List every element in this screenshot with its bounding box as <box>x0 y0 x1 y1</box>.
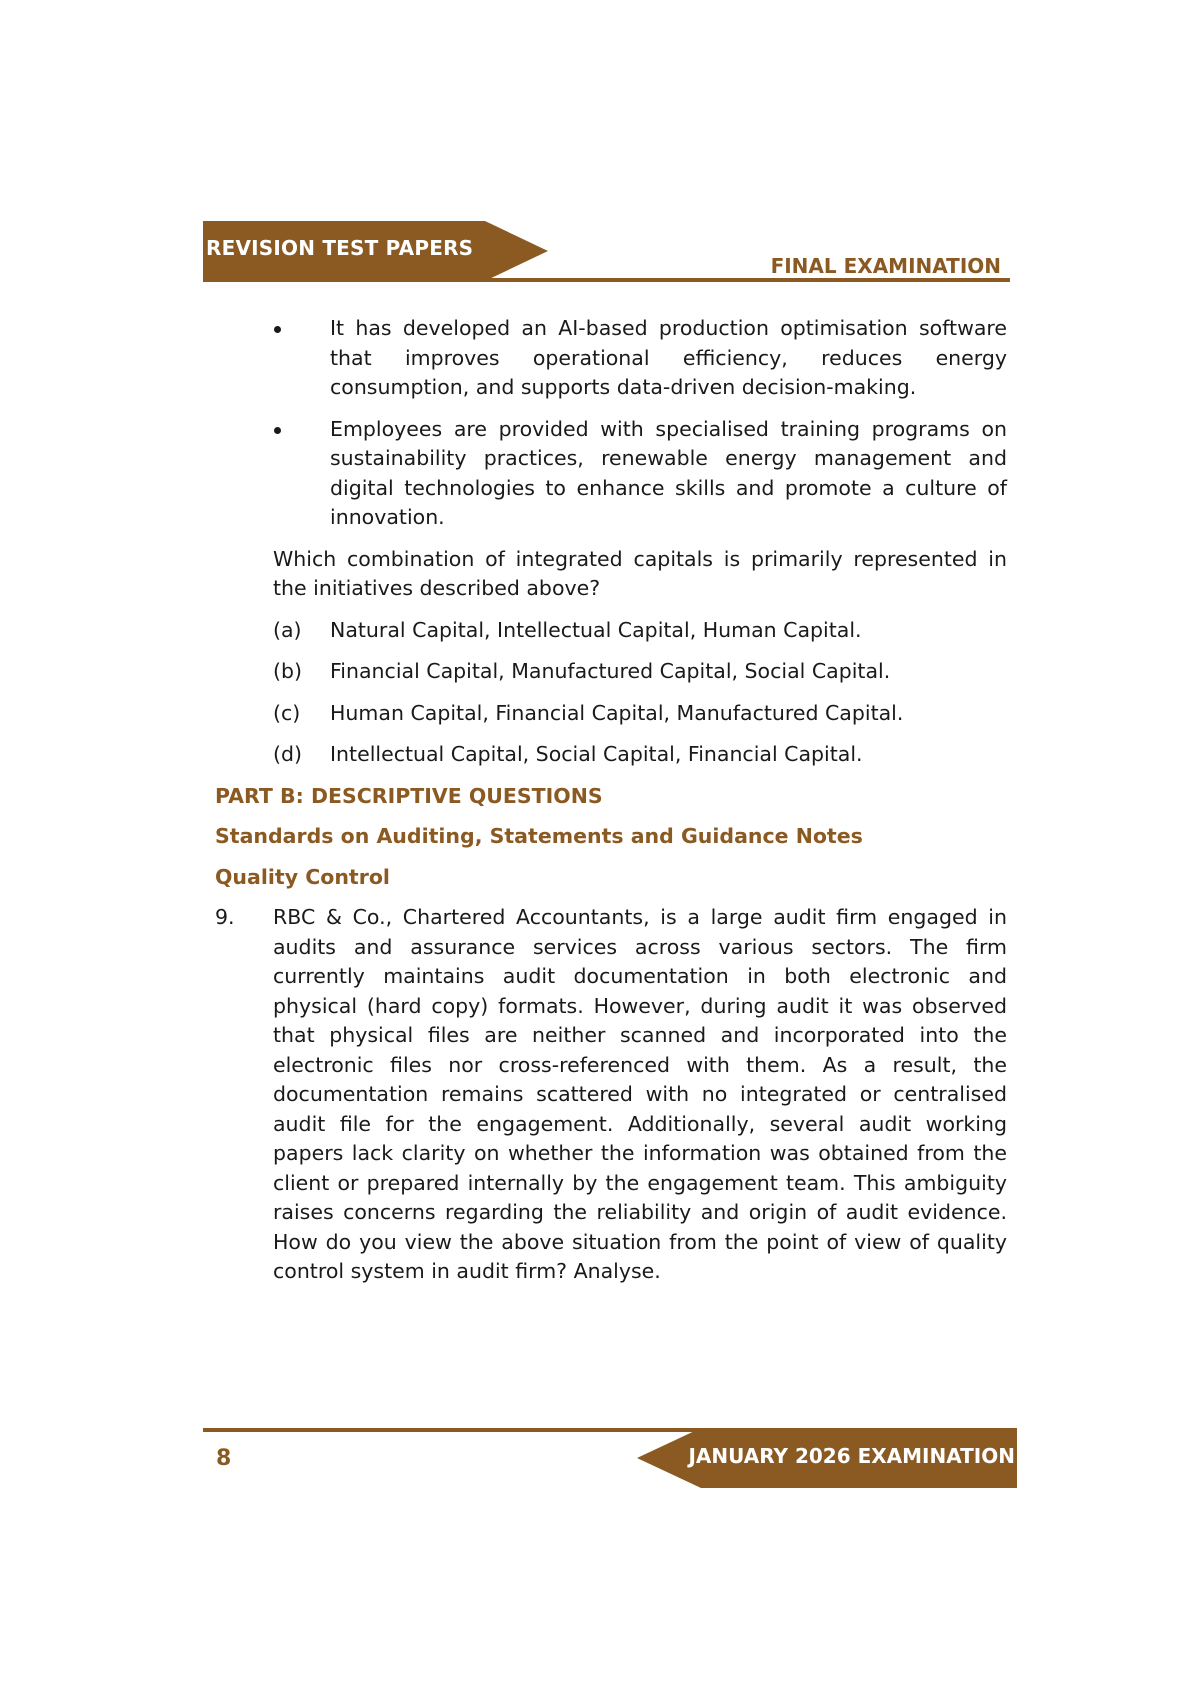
page-number: 8 <box>216 1446 232 1471</box>
question-stem: Which combination of integrated capitals is primarily represented in the initiatives described above? <box>273 546 1007 600</box>
part-heading: PART B: DESCRIPTIVE QUESTIONS <box>215 783 603 808</box>
bullet-dot-icon <box>274 326 281 333</box>
footer-exam-label: JANUARY 2026 EXAMINATION <box>688 1444 1015 1468</box>
page-content <box>215 314 1007 1287</box>
option-a <box>215 616 1007 646</box>
bullet-item <box>215 314 1007 403</box>
bullet-dot-icon <box>274 427 281 434</box>
header-divider <box>203 278 1010 282</box>
option-b <box>215 657 1007 687</box>
header-left-title: REVISION TEST PAPERS <box>206 236 474 260</box>
header-right-title: FINAL EXAMINATION <box>770 254 1001 278</box>
topic-heading: Quality Control <box>215 864 390 889</box>
option-c <box>215 699 1007 729</box>
option-text: Natural Capital, Intellectual Capital, Human Capital. <box>330 617 862 642</box>
bullet-text: It has developed an AI-based production optimisation software that improves operational efficiency, reduces energy consumption, and supports data-driven decision-making. <box>330 316 1007 399</box>
question-number: 9. <box>215 905 235 929</box>
option-label: (a) <box>273 617 302 642</box>
option-label: (c) <box>273 700 301 725</box>
option-text: Financial Capital, Manufactured Capital, Social Capital. <box>330 659 891 683</box>
bullet-item <box>215 415 1007 533</box>
option-text: Human Capital, Financial Capital, Manufactured Capital. <box>330 700 904 725</box>
option-text: Intellectual Capital, Social Capital, Financial Capital. <box>330 742 863 766</box>
option-label: (b) <box>273 659 303 683</box>
option-d <box>215 740 1007 770</box>
question-text: RBC & Co., Chartered Accountants, is a large audit firm engaged in audits and assurance services across various sectors. The firm currently maintains audit documentation in both electronic and physical (hard copy) formats. However, during audit it was observed that physical files are neither scanned and incorporated into the electronic files nor cross-referenced with them. As a result, the documentation remains scattered with no integrated or centralised audit file for the engagement. Additionally, several audit working papers lack clarity on whether the information was obtained from the client or prepared internally by the engagement team. This ambiguity raises concerns regarding the reliability and origin of audit evidence. How do you view the above situation from the point of view of quality control system in audit firm? Analyse. <box>273 905 1007 1283</box>
question-9 <box>215 903 1007 1287</box>
bullet-text: Employees are provided with specialised training programs on sustainability practices, renewable energy management and digital technologies to enhance skills and promote a culture of innovation. <box>330 416 1007 529</box>
section-heading: Standards on Auditing, Statements and Guidance Notes <box>215 824 863 848</box>
option-label: (d) <box>273 742 303 766</box>
